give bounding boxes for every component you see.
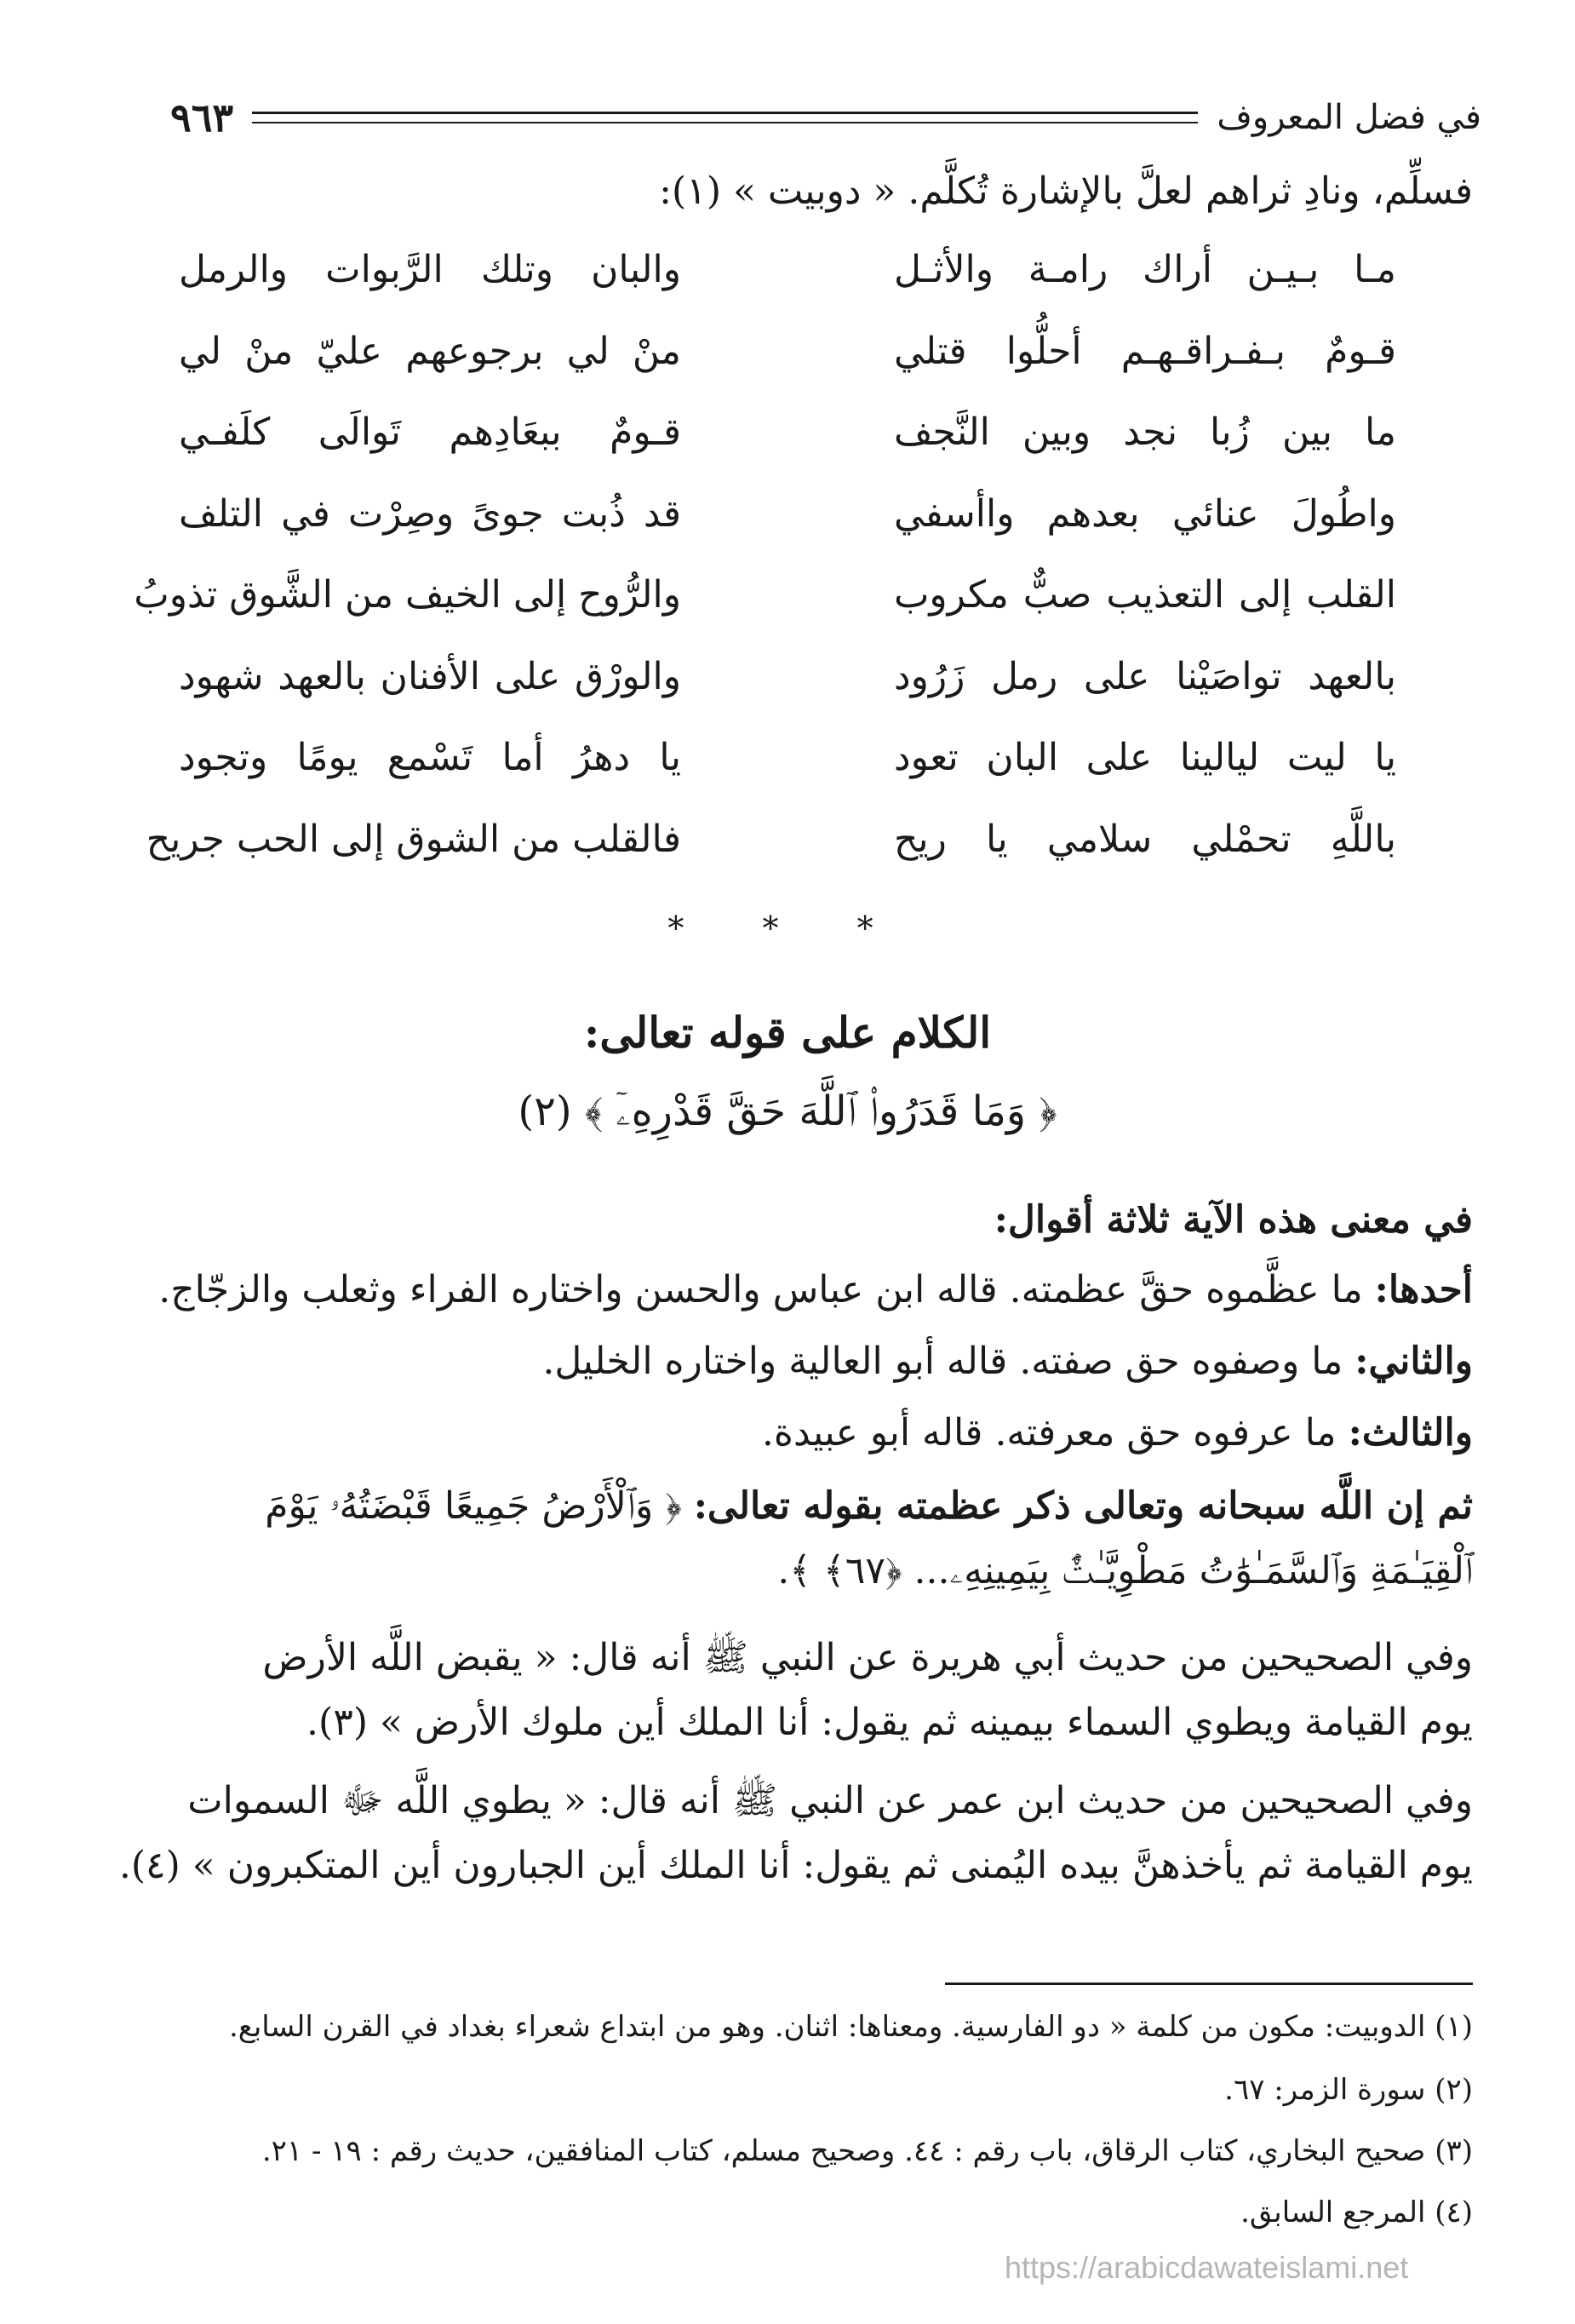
quran-quote: ﴿ وَٱلْأَرْضُ جَمِيعًا قَبْضَتُهُۥ يَوْمَ xyxy=(265,1484,694,1528)
hadith-1-line-2: يوم القيامة ويطوي السماء بيمينه ثم يقول: أنا الملك أين ملوك الأرض » (٣). xyxy=(306,1701,1473,1744)
opinion-3 xyxy=(196,1405,1473,1461)
verse-second-hemistich: فالقلب من الشوق إلى الحب جريح xyxy=(146,817,681,861)
opinion-2-text: ما وصفوه حق صفته. قاله أبو العالية واختاره الخليل. xyxy=(542,1340,1355,1383)
verse xyxy=(179,485,1396,566)
hadith-2-line-1: وفي الصحيحين من حديث ابن عمر عن النبي ﷺ أنه قال: « يطوي اللَّه ﷻ السموات xyxy=(187,1779,1473,1822)
opinion-1-text: ما عظَّموه حقَّ عظمته. قاله ابن عباس والحسن واختاره الفراء وثعلب والزجّاج. xyxy=(158,1268,1375,1311)
verse xyxy=(179,647,1396,729)
verse-second-hemistich: قـومٌ ببعَادِهم تَوالَى كلَفـي xyxy=(179,410,681,454)
opinion-1-label: أحدها: xyxy=(1374,1268,1473,1311)
verse-first-hemistich: مـا بـيـن أراك رامـة والأثـل xyxy=(894,248,1396,291)
verse xyxy=(179,322,1396,404)
running-header xyxy=(170,92,1481,143)
quran-verse-title: ﴿ وَمَا قَدَرُوا۟ ٱللَّهَ حَقَّ قَدْرِهِۦٓ ﴾ (٢) xyxy=(518,1087,1057,1135)
verse xyxy=(134,565,1396,647)
paragraph-intro: في معنى هذه الآية ثلاثة أقوال: xyxy=(994,1198,1473,1242)
hadith-2-line-2: يوم القيامة ثم يأخذهنَّ بيده اليُمنى ثم يقول: أنا الملك أين الجبارون أين المتكبرون » (٤). xyxy=(118,1844,1473,1887)
verse-first-hemistich: باللَّهِ تحمْلي سلامي يا ريح xyxy=(894,817,1396,861)
verse-second-hemistich: قد ذُبت جوىً وصِرْت في التلف xyxy=(179,491,681,536)
verse xyxy=(179,728,1396,810)
verse-first-hemistich: يا ليت ليالينا على البان تعود xyxy=(894,736,1396,779)
opinion-3-label: والثالث: xyxy=(1348,1411,1473,1455)
opinion-1 xyxy=(158,1262,1473,1318)
verse-second-hemistich: والبان وتلك الرَّبوات والرمل xyxy=(179,248,681,291)
footnote-3: (٣) صحيح البخاري، كتاب الرقاق، باب رقم : ٤٤. وصحيح مسلم، كتاب المنافقين، حديث رقم : ١٩ - ٢١. xyxy=(261,2134,1473,2168)
intro-line: فسلِّم، ونادِ ثراهم لعلَّ بالإشارة تُكلَّم. « دوبيت » (١): xyxy=(659,169,1473,213)
footnote-rule xyxy=(945,1983,1473,1985)
poem xyxy=(134,240,1396,891)
verse xyxy=(179,403,1396,485)
verse-second-hemistich: والورْق على الأفنان بالعهد شهود xyxy=(179,654,681,698)
verse-first-hemistich: ما بين زُبا نجد وبين النَّجف xyxy=(894,410,1396,454)
verse-second-hemistich: منْ لي برجوعهم عليّ منْ لي xyxy=(179,329,681,373)
section-heading: الكلام على قوله تعالى: xyxy=(583,1007,992,1058)
opinion-3-text: ما عرفوه حق معرفته. قاله أبو عبيدة. xyxy=(761,1411,1349,1455)
paragraph-4-lead: ثم إن اللَّه سبحانه وتعالى ذكر عظمته بقوله تعالى: xyxy=(693,1484,1473,1528)
watermark-url: https://arabicdawateislami.net xyxy=(1005,2250,1409,2285)
paragraph-4-line-2: ٱلْقِيَـٰمَةِ وَٱلسَّمَـٰوَٰتُ مَطْوِيَّـٰتٌۢ بِيَمِينِهِۦ... ﴿٦٧﴾ ﴾. xyxy=(777,1549,1473,1592)
verse xyxy=(179,240,1396,322)
verse-first-hemistich: قـومٌ بـفـراقـهـم أحلُّوا قتلي xyxy=(894,329,1396,373)
section-separator: * * * xyxy=(667,910,908,947)
verse-second-hemistich: يا دهرُ أما تَسْمع يومًا وتجود xyxy=(179,736,681,779)
verse xyxy=(146,810,1396,892)
header-rule xyxy=(252,112,1198,123)
verse-second-hemistich: والرُّوح إلى الخيف من الشَّوق تذوبُ xyxy=(134,573,681,617)
verse-first-hemistich: القلب إلى التعذيب صبٌّ مكروب xyxy=(894,573,1396,617)
footnote-1: (١) الدوبيت: مكون من كلمة « دو الفارسية. ومعناها: اثنان. وهو من ابتداع شعراء بغداد في القرن السابع. xyxy=(228,2010,1473,2044)
verse-first-hemistich: بالعهد تواصَيْنا على رمل زَرُود xyxy=(894,654,1396,698)
footnote-4: (٤) المرجع السابق. xyxy=(1240,2195,1473,2229)
verse-first-hemistich: واطُولَ عنائي بعدهم واأسفي xyxy=(894,491,1396,536)
hadith-1-line-1: وفي الصحيحين من حديث أبي هريرة عن النبي ﷺ أنه قال: « يقبض اللَّه الأرض xyxy=(262,1636,1473,1679)
opinion-2-label: والثاني: xyxy=(1354,1340,1473,1383)
footnote-2: (٢) سورة الزمر: ٦٧. xyxy=(1224,2073,1473,2107)
paragraph-4-line-1 xyxy=(196,1478,1473,1535)
chapter-title: في فضل المعروف xyxy=(1217,98,1481,137)
page-number: ٩٦٣ xyxy=(170,95,234,141)
opinion-2 xyxy=(196,1334,1473,1390)
